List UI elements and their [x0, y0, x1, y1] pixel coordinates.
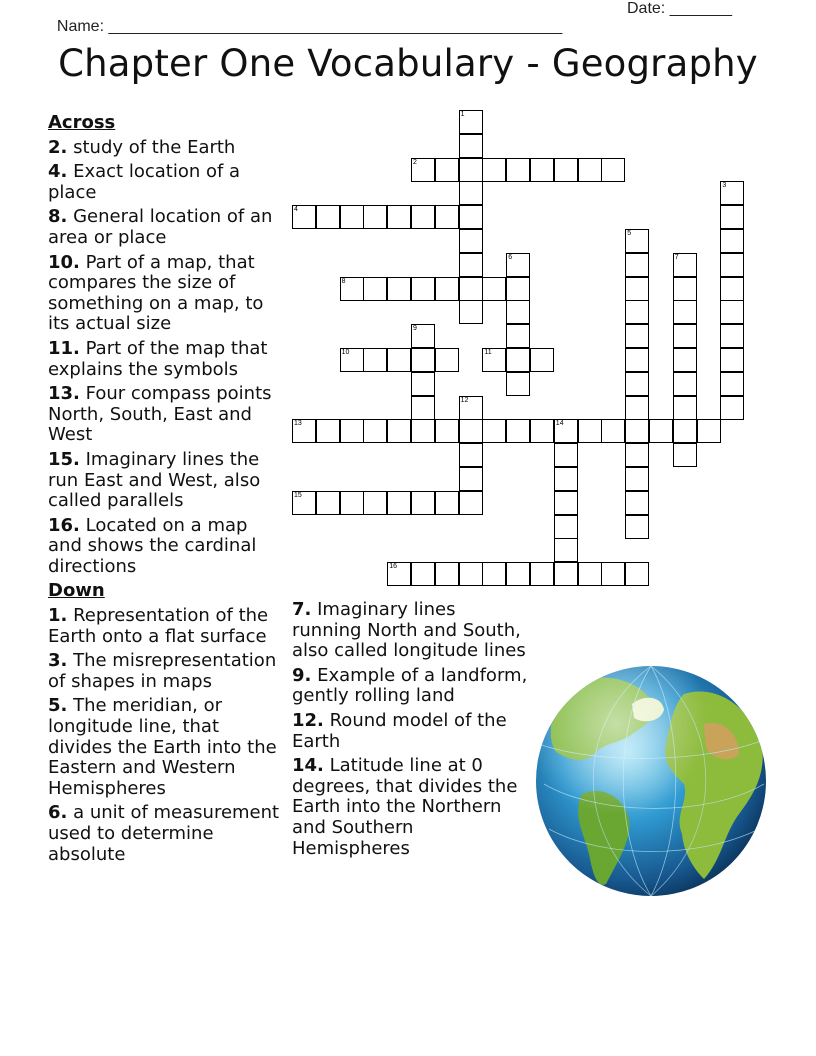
- crossword-cell[interactable]: [554, 491, 578, 515]
- across-heading: Across: [48, 112, 116, 133]
- crossword-cell[interactable]: [292, 419, 316, 443]
- crossword-cell[interactable]: [363, 419, 387, 443]
- crossword-cell[interactable]: [720, 324, 744, 348]
- crossword-cell[interactable]: [459, 134, 483, 158]
- clue-number: 5.: [48, 695, 68, 717]
- crossword-cell[interactable]: [578, 419, 602, 443]
- crossword-cell[interactable]: [459, 253, 483, 277]
- clue-text: Four compass points North, South, East and West: [48, 383, 272, 446]
- clue-text: Part of the map that explains the symbols: [48, 337, 268, 380]
- crossword-cell[interactable]: [387, 491, 411, 515]
- crossword-cell[interactable]: [625, 372, 649, 396]
- crossword-cell[interactable]: [459, 205, 483, 229]
- clue-item: [292, 666, 530, 707]
- cell-number: 15: [294, 491, 302, 499]
- crossword-cell[interactable]: [506, 562, 530, 586]
- crossword-cell[interactable]: [411, 419, 435, 443]
- crossword-cell[interactable]: [387, 562, 411, 586]
- crossword-cell[interactable]: [363, 491, 387, 515]
- crossword-cell[interactable]: [554, 562, 578, 586]
- crossword-cell[interactable]: [506, 253, 530, 277]
- crossword-cell[interactable]: [459, 158, 483, 182]
- crossword-cell[interactable]: [387, 205, 411, 229]
- crossword-cell[interactable]: [720, 181, 744, 205]
- crossword-cell[interactable]: [411, 348, 435, 372]
- clue-item: [48, 696, 284, 799]
- clue-number: 13.: [48, 383, 80, 405]
- crossword-cell[interactable]: [625, 491, 649, 515]
- clue-item: [48, 138, 284, 159]
- clue-number: 6.: [48, 802, 68, 824]
- clue-text: study of the Earth: [67, 136, 236, 158]
- crossword-cell[interactable]: [411, 324, 435, 348]
- clue-item: [48, 162, 284, 203]
- globe-illustration: [534, 664, 768, 898]
- crossword-cell[interactable]: [459, 419, 483, 443]
- crossword-cell[interactable]: [411, 205, 435, 229]
- crossword-cell[interactable]: [530, 348, 554, 372]
- crossword-cell[interactable]: [387, 348, 411, 372]
- crossword-cell[interactable]: [601, 158, 625, 182]
- crossword-cell[interactable]: [673, 443, 697, 467]
- cell-number: 13: [294, 420, 302, 428]
- clue-number: 10.: [48, 251, 80, 273]
- crossword-cell[interactable]: [554, 158, 578, 182]
- crossword-cell[interactable]: [316, 491, 340, 515]
- crossword-cell[interactable]: [363, 205, 387, 229]
- crossword-cell[interactable]: [625, 467, 649, 491]
- clue-text: a unit of measurement used to determine absolute: [48, 802, 280, 865]
- cell-number: 3: [722, 182, 727, 190]
- crossword-cell[interactable]: [673, 277, 697, 301]
- clue-text: General location of an area or place: [48, 206, 273, 248]
- clue-text: The meridian, or longitude line, that divides the Earth into the Eastern and Western Hemispheres: [48, 695, 277, 799]
- crossword-cell[interactable]: [625, 300, 649, 324]
- crossword-cell[interactable]: [625, 229, 649, 253]
- clues-right-column: [292, 600, 530, 863]
- crossword-cell[interactable]: [387, 419, 411, 443]
- crossword-cell[interactable]: [482, 562, 506, 586]
- crossword-cell[interactable]: [459, 467, 483, 491]
- clue-number: 7.: [292, 599, 312, 620]
- clue-item: [48, 384, 284, 446]
- crossword-cell[interactable]: [435, 419, 459, 443]
- clue-number: 4.: [48, 161, 68, 183]
- crossword-cell[interactable]: [554, 467, 578, 491]
- crossword-cell[interactable]: [578, 158, 602, 182]
- clue-number: 8.: [48, 206, 68, 228]
- crossword-cell[interactable]: [625, 515, 649, 539]
- crossword-cell[interactable]: [673, 300, 697, 324]
- crossword-cell[interactable]: [459, 300, 483, 324]
- clue-item: [48, 606, 284, 647]
- clue-item: [48, 651, 284, 692]
- crossword-cell[interactable]: [506, 277, 530, 301]
- cell-number: 2: [413, 158, 417, 166]
- cell-number: 10: [341, 349, 350, 356]
- crossword-cell[interactable]: [482, 158, 506, 182]
- crossword-cell[interactable]: [625, 396, 649, 420]
- crossword-cell[interactable]: [435, 562, 459, 586]
- clue-text: Located on a map and shows the cardinal directions: [48, 514, 257, 577]
- clue-number: 11.: [48, 337, 80, 359]
- crossword-cell[interactable]: [340, 348, 364, 372]
- crossword-cell[interactable]: [720, 348, 744, 372]
- crossword-cell[interactable]: [435, 277, 459, 301]
- crossword-cell[interactable]: [530, 158, 554, 182]
- crossword-cell[interactable]: [292, 491, 316, 515]
- cell-number: 16: [389, 563, 397, 571]
- clue-text: Imaginary lines the run East and West, also called parallels: [48, 448, 261, 512]
- clue-item: [48, 516, 284, 578]
- crossword-cell[interactable]: [435, 491, 459, 515]
- clue-number: 16.: [48, 514, 80, 536]
- crossword-cell[interactable]: [530, 562, 554, 586]
- clue-text: Representation of the Earth onto a flat surface: [48, 605, 269, 647]
- crossword-cell[interactable]: [697, 419, 721, 443]
- clue-text: Latitude line at 0 degrees, that divides the Earth into the Northern and Southern Hemispheres: [292, 755, 518, 859]
- name-field[interactable]: Name: ___________________________________________________: [56, 18, 563, 35]
- cell-number: 8: [341, 277, 346, 285]
- clue-number: 2.: [48, 136, 68, 158]
- crossword-cell[interactable]: [340, 277, 364, 301]
- crossword-cell[interactable]: [601, 562, 625, 586]
- crossword-cell[interactable]: [482, 277, 506, 301]
- crossword-cell[interactable]: [411, 372, 435, 396]
- crossword-cell[interactable]: [482, 348, 506, 372]
- crossword-cell[interactable]: [720, 300, 744, 324]
- clue-number: 15.: [48, 448, 80, 470]
- crossword-cell[interactable]: [340, 205, 364, 229]
- crossword-cell[interactable]: [459, 491, 483, 515]
- crossword-cell[interactable]: [411, 491, 435, 515]
- crossword-cell[interactable]: [316, 419, 340, 443]
- crossword-cell[interactable]: [530, 419, 554, 443]
- crossword-cell[interactable]: [506, 419, 530, 443]
- crossword-cell[interactable]: [601, 419, 625, 443]
- crossword-cell[interactable]: [506, 372, 530, 396]
- clue-number: 3.: [48, 650, 68, 672]
- crossword-cell[interactable]: [411, 277, 435, 301]
- down-clue-list: [48, 606, 284, 865]
- clue-number: 9.: [292, 664, 312, 686]
- crossword-cell[interactable]: [363, 277, 387, 301]
- clue-number: 1.: [48, 605, 68, 627]
- date-field[interactable]: Date: _______: [627, 0, 732, 17]
- cell-number: 14: [555, 420, 564, 428]
- crossword-cell[interactable]: [554, 419, 578, 443]
- crossword-cell[interactable]: [411, 562, 435, 586]
- crossword-cell[interactable]: [459, 443, 483, 467]
- clue-item: [48, 253, 284, 335]
- crossword-cell[interactable]: [673, 324, 697, 348]
- crossword-cell[interactable]: [720, 396, 744, 420]
- page-title: Chapter One Vocabulary - Geography: [58, 42, 758, 85]
- crossword-cell[interactable]: [673, 396, 697, 420]
- cell-number: 1: [460, 111, 465, 118]
- cell-number: 12: [460, 396, 469, 404]
- cell-number: 7: [674, 253, 679, 261]
- crossword-cell[interactable]: [554, 443, 578, 467]
- clues-left-column: [48, 113, 284, 869]
- crossword-cell[interactable]: [554, 538, 578, 562]
- crossword-cell[interactable]: [459, 562, 483, 586]
- clue-number: 14.: [292, 755, 324, 777]
- clue-text: Example of a landform, gently rolling land: [292, 664, 528, 707]
- crossword-cell[interactable]: [720, 229, 744, 253]
- crossword-cell[interactable]: [506, 348, 530, 372]
- crossword-cell[interactable]: [459, 396, 483, 420]
- crossword-cell[interactable]: [316, 205, 340, 229]
- clue-item: [48, 803, 284, 865]
- crossword-cell[interactable]: [411, 396, 435, 420]
- crossword-cell[interactable]: [720, 253, 744, 277]
- clue-item: [48, 339, 284, 380]
- crossword-cell[interactable]: [649, 419, 673, 443]
- clue-item: [292, 711, 530, 752]
- crossword-cell[interactable]: [340, 491, 364, 515]
- clue-text: Part of a map, that compares the size of something on a map, to its actual size: [48, 251, 264, 335]
- crossword-cell[interactable]: [292, 205, 316, 229]
- crossword-cell[interactable]: [625, 277, 649, 301]
- crossword-cell[interactable]: [673, 419, 697, 443]
- crossword-cell[interactable]: [578, 562, 602, 586]
- crossword-cell[interactable]: [459, 229, 483, 253]
- crossword-cell[interactable]: [506, 158, 530, 182]
- crossword-cell[interactable]: [720, 277, 744, 301]
- clue-text: Round model of the Earth: [292, 709, 507, 752]
- clue-item: [292, 600, 530, 662]
- cell-number: 4: [294, 206, 298, 214]
- crossword-cell[interactable]: [625, 324, 649, 348]
- crossword-cell[interactable]: [435, 158, 459, 182]
- cell-number: 5: [627, 230, 632, 237]
- down-heading: Down: [48, 580, 105, 602]
- crossword-cell[interactable]: [459, 277, 483, 301]
- crossword-cell[interactable]: [625, 562, 649, 586]
- crossword-cell[interactable]: [411, 158, 435, 182]
- crossword-cell[interactable]: [673, 253, 697, 277]
- clue-item: [48, 450, 284, 512]
- crossword-cell[interactable]: [459, 110, 483, 134]
- crossword-cell[interactable]: [363, 348, 387, 372]
- crossword-cell[interactable]: [625, 253, 649, 277]
- cell-number: 9: [413, 325, 417, 333]
- across-clue-list: [48, 138, 284, 578]
- crossword-cell[interactable]: [720, 372, 744, 396]
- crossword-cell[interactable]: [625, 443, 649, 467]
- clue-text: Exact location of a place: [48, 161, 241, 203]
- crossword-cell[interactable]: [340, 419, 364, 443]
- crossword-cell[interactable]: [435, 348, 459, 372]
- header: [48, 0, 768, 35]
- clue-number: 12.: [292, 709, 324, 731]
- crossword-cell[interactable]: [625, 419, 649, 443]
- crossword-cell[interactable]: [506, 324, 530, 348]
- crossword-cell[interactable]: [506, 300, 530, 324]
- cell-number: 6: [508, 253, 513, 261]
- crossword-cell[interactable]: [435, 205, 459, 229]
- crossword-cell[interactable]: [673, 372, 697, 396]
- cell-number: 11: [484, 349, 492, 356]
- clue-item: [48, 207, 284, 248]
- crossword-cell[interactable]: [720, 205, 744, 229]
- crossword-cell[interactable]: [673, 348, 697, 372]
- crossword-cell[interactable]: [554, 515, 578, 539]
- down-clue-list-continued: [292, 600, 530, 859]
- crossword-cell[interactable]: [625, 348, 649, 372]
- clue-text: The misrepresentation of shapes in maps: [48, 650, 277, 692]
- crossword-cell[interactable]: [459, 181, 483, 205]
- clue-text: Imaginary lines running North and South, also called longitude lines: [292, 599, 526, 662]
- crossword-cell[interactable]: [387, 277, 411, 301]
- crossword-cell[interactable]: [482, 419, 506, 443]
- clue-item: [292, 756, 530, 859]
